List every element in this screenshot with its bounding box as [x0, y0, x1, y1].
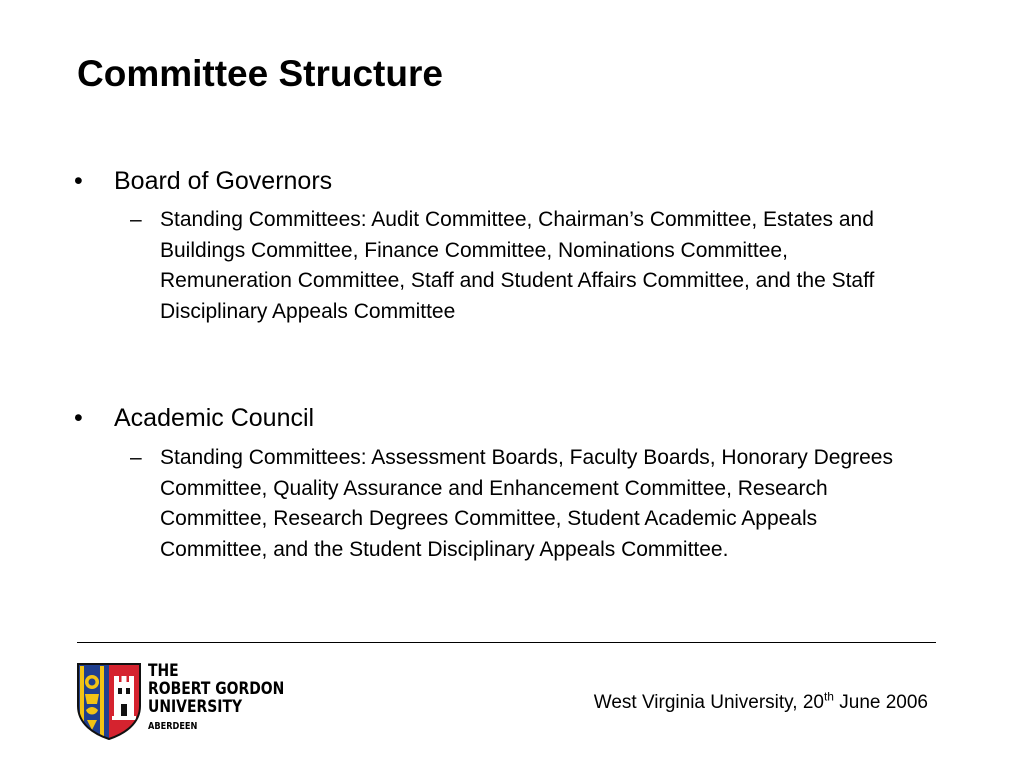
- footer-divider: [77, 642, 936, 643]
- sub-item-text: Standing Committees: Assessment Boards, Faculty Boards, Honorary Degrees Committee, Quality Assurance and Enhancement Committee, Research Committee, Research Degrees Committee, Student Academic Appeals Committee, and the Student Disciplinary Appeals Committee.: [160, 446, 893, 561]
- sub-bullet-marker: –: [130, 446, 142, 469]
- university-wordmark: [148, 662, 284, 734]
- slide-title: Committee Structure: [77, 53, 443, 94]
- bullet-marker: •: [74, 404, 83, 432]
- bullet-heading: Board of Governors: [114, 167, 333, 195]
- sub-bullet-marker: –: [130, 208, 142, 231]
- university-crest-icon: [76, 660, 142, 740]
- footer-caption: [526, 689, 928, 714]
- bullet-marker: •: [74, 167, 83, 195]
- logo-line-university: UNIVERSITY: [148, 697, 243, 717]
- logo-line-aberdeen: ABERDEEN: [148, 721, 198, 732]
- sub-item-text: Standing Committees: Audit Committee, Chairman’s Committee, Estates and Buildings Committee, Finance Committee, Nominations Committee, Remuneration Committee, Staff and Student Affairs Committee, and the Staff Disciplinary Appeals Committee: [160, 208, 875, 323]
- footer-text-end: June 2006: [833, 692, 928, 713]
- university-logo: [76, 660, 285, 740]
- footer-ordinal-suffix: th: [823, 689, 834, 704]
- logo-line-robert-gordon: ROBERT GORDON: [148, 679, 285, 699]
- footer-text-start: West Virginia University, 20: [593, 692, 824, 713]
- bullet-heading: Academic Council: [114, 404, 315, 432]
- logo-line-the: THE: [148, 661, 179, 681]
